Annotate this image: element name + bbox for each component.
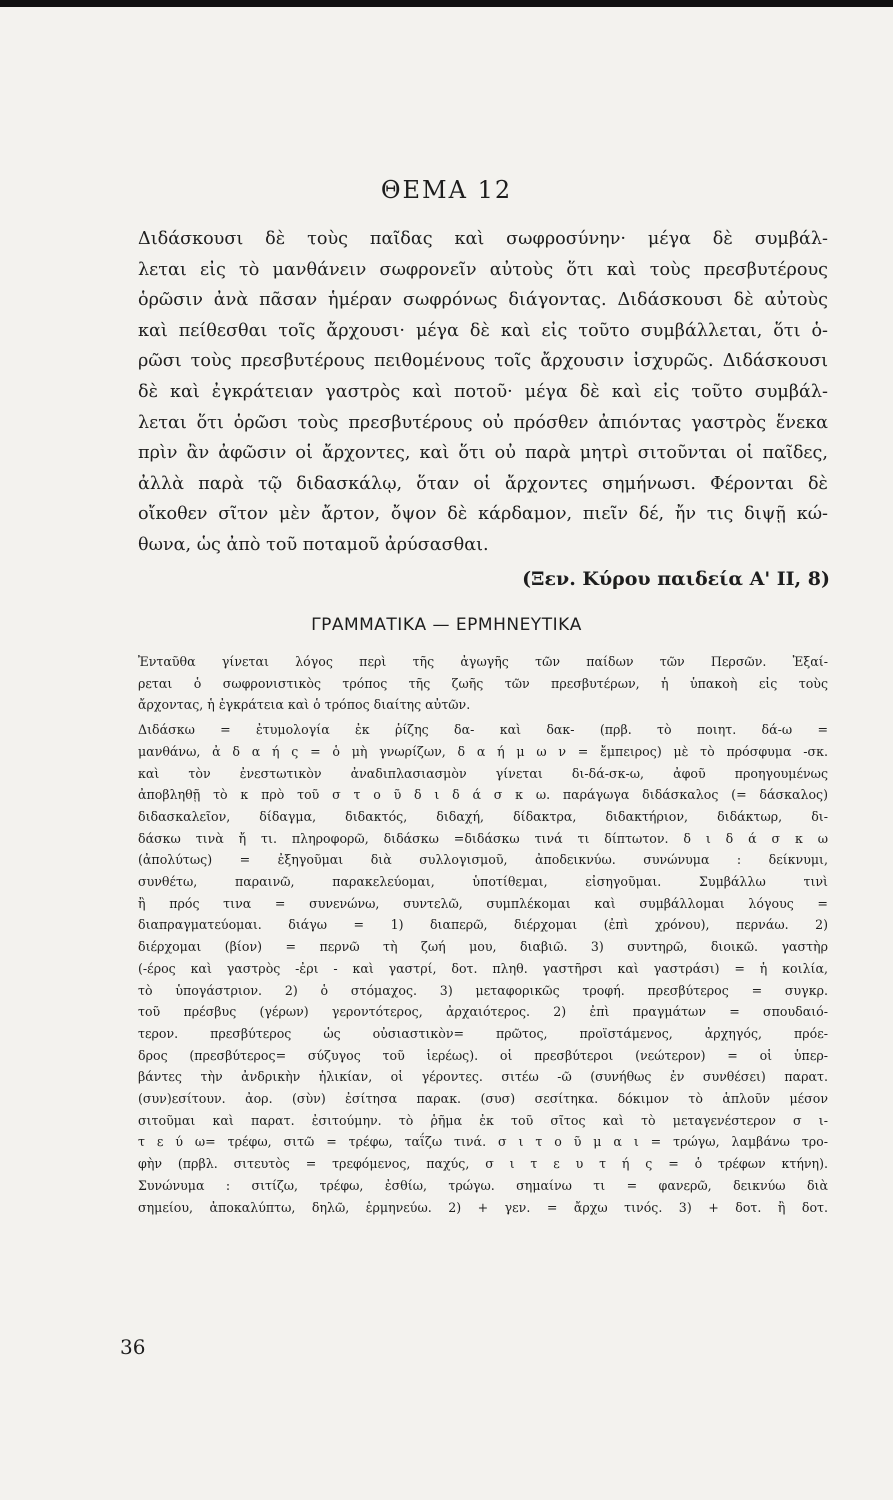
passage-line: ρῶσι τοὺς πρεσβυτέρους πειθομένους τοῖς ἄρχουσιν ἰσχυρῶς. Διδάσκουσι bbox=[138, 351, 828, 372]
notes-line: σημείου, ἀποκαλύπτω, δηλῶ, ἑρμηνεύω. 2) + γεν. = ἄρχω τινός. 3) + δοτ. ἢ δοτ. bbox=[138, 1199, 828, 1215]
notes-line: συνθέτω, παραινῶ, παρακελεύομαι, ὑποτίθεμαι, εἰσηγοῦμαι. Συμβάλλω τινὶ bbox=[138, 874, 828, 890]
notes-line: (-έρος καὶ γαστρὸς -ἐρι - καὶ γαστρί, δοτ. πληθ. γαστῆρσι καὶ γαστράσι) = ἡ κοιλία, bbox=[138, 960, 828, 976]
passage-line: δὲ καὶ ἐγκράτειαν γαστρὸς καὶ ποτοῦ· μέγα δὲ καὶ εἰς τοῦτο συμβάλ- bbox=[138, 381, 828, 402]
notes-line: τ ε ύ ω= τρέφω, σιτῶ = τρέφω, ταΐζω τινά. σ ι τ ο ῦ μ α ι = τρώγω, λαμβάνω τρο- bbox=[138, 1134, 828, 1150]
notes-line: Διδάσκω = ἐτυμολογία ἐκ ῥίζης δα- καὶ δακ- (πρβ. τὸ ποιητ. δά-ω = bbox=[138, 722, 828, 738]
notes-line: σιτοῦμαι καὶ παρατ. ἐσιτούμην. τὸ ῥῆμα ἐκ τοῦ σῖτος καὶ τὸ μεταγενέστερον σ ι- bbox=[138, 1112, 828, 1128]
passage-line: λεται εἰς τὸ μανθάνειν σωφρονεῖν αὐτοὺς ὅτι καὶ τοὺς πρεσβυτέρους bbox=[138, 259, 828, 280]
notes-line: ἢ πρός τινα = συνενώνω, συντελῶ, συμπλέκομαι καὶ συμβάλλομαι λόγους = bbox=[138, 895, 828, 911]
notes-line: διέρχομαι (βίον) = περνῶ τὴ ζωή μου, διαβιῶ. 3) συντηρῶ, διοικῶ. γαστὴρ bbox=[138, 939, 828, 955]
source-citation: (Ξεν. Κύρου παιδεία Α' ΙΙ, 8) bbox=[522, 568, 830, 590]
passage-line: οἴκοθεν σῖτον μὲν ἄρτον, ὄψον δὲ κάρδαμον, πιεῖν δέ, ἤν τις διψῇ κώ- bbox=[138, 504, 828, 525]
passage-line: πρὶν ἂν ἀφῶσιν οἱ ἄρχοντες, καὶ ὅτι οὐ παρὰ μητρὶ σιτοῦνται οἱ παῖδες, bbox=[138, 443, 828, 464]
notes-line: τερον. πρεσβύτερος ὡς οὐσιαστικὸν= πρῶτος, προϊστάμενος, ἀρχηγός, πρόε- bbox=[138, 1025, 828, 1041]
grammar-notes bbox=[138, 651, 828, 1218]
notes-line: Ἐνταῦθα γίνεται λόγος περὶ τῆς ἀγωγῆς τῶν παίδων τῶν Περσῶν. Ἐξαί- bbox=[138, 654, 828, 669]
notes-line: φὴν (πρβλ. σιτευτὸς = τρεφόμενος, παχύς, σ ι τ ε υ τ ή ς = ὁ τρέφων κτήνη). bbox=[138, 1156, 828, 1172]
notes-line: (συν)εσίτουν. ἀορ. (σὺν) ἐσίτησα παρακ. (συσ) σεσίτηκα. δόκιμον τὸ ἁπλοῦν μέσον bbox=[138, 1091, 828, 1107]
theme-title: ΘΕΜΑ 12 bbox=[380, 176, 513, 204]
notes-line: ἀποβληθῇ τὸ κ πρὸ τοῦ σ τ ο ῦ δ ι δ ά σ κ ω. παράγωγα διδάσκαλος (= δάσκαλος) bbox=[138, 787, 828, 803]
notes-line: δρος (πρεσβύτερος= σύζυγος τοῦ ἱερέως). οἱ πρεσβύτεροι (νεώτερον) = οἱ ὑπερ- bbox=[138, 1047, 828, 1063]
passage-line: ἀλλὰ παρὰ τῷ διδασκάλῳ, ὅταν οἱ ἄρχοντες σημήνωσι. Φέρονται δὲ bbox=[138, 473, 828, 494]
notes-line: τοῦ πρέσβυς (γέρων) γεροντότερος, ἀρχαιότερος. 2) ἐπὶ πραγμάτων = σπουδαιό- bbox=[138, 1004, 828, 1020]
notes-line: Συνώνυμα : σιτίζω, τρέφω, ἐσθίω, τρώγω. σημαίνω τι = φανερῶ, δεικνύω διὰ bbox=[138, 1177, 828, 1193]
notes-line: (ἀπολύτως) = ἐξηγοῦμαι διὰ συλλογισμοῦ, ἀποδεικνύω. συνώνυμα : δείκνυμι, bbox=[138, 852, 828, 868]
notes-line: βάντες τὴν ἀνδρικὴν ἡλικίαν, οἱ γέροντες. σιτέω -ῶ (συνήθως ἐν συνθέσει) παρατ. bbox=[138, 1069, 828, 1085]
scan-top-edge bbox=[0, 0, 893, 7]
passage-line: λεται ὅτι ὁρῶσι τοὺς πρεσβυτέρους οὐ πρόσθεν ἀπιόντας γαστρὸς ἕνεκα bbox=[138, 412, 828, 433]
section-title: ΓΡΑΜΜΑΤΙΚΑ — ΕΡΜΗΝΕΥΤΙΚΑ bbox=[311, 615, 582, 635]
passage-line: ὁρῶσιν ἀνὰ πᾶσαν ἡμέραν σωφρόνως διάγοντας. Διδάσκουσι δὲ αὐτοὺς bbox=[138, 290, 828, 311]
passage-line: Διδάσκουσι δὲ τοὺς παῖδας καὶ σωφροσύνην· μέγα δὲ συμβάλ- bbox=[138, 229, 828, 249]
notes-line: ρεται ὁ σωφρονιστικὸς τρόπος τῆς ζωῆς τῶν πρεσβυτέρων, ἡ ὑπακοὴ εἰς τοὺς bbox=[138, 675, 828, 691]
notes-line: τὸ ὑπογάστριον. 2) ὁ στόμαχος. 3) μεταφορικῶς τροφή. πρεσβύτερος = συγκρ. bbox=[138, 982, 828, 998]
notes-line: καὶ τὸν ἐνεστωτικὸν ἀναδιπλασιασμὸν γίνεται δι-δά-σκ-ω, ἀφοῦ προηγουμένως bbox=[138, 765, 828, 781]
notes-line: διαπραγματεύομαι. διάγω = 1) διαπερῶ, διέρχομαι (ἐπὶ χρόνου), περνάω. 2) bbox=[138, 917, 828, 933]
greek-passage bbox=[138, 224, 828, 561]
notes-line: μανθάνω, ἀ δ α ή ς = ὁ μὴ γνωρίζων, δ α ή μ ω ν = ἔμπειρος) μὲ τὸ πρόσφυμα -σκ. bbox=[138, 743, 828, 759]
notes-line: διδασκαλεῖον, δίδαγμα, διδακτός, διδαχή, δίδακτρα, διδακτήριον, διδάκτωρ, δι- bbox=[138, 808, 828, 824]
notes-line: ἄρχοντας, ἡ ἐγκράτεια καὶ ὁ τρόπος διαίτης αὐτῶν. bbox=[138, 697, 471, 713]
passage-line: θωνα, ὡς ἀπὸ τοῦ ποταμοῦ ἀρύσασθαι. bbox=[138, 534, 489, 555]
notes-line: δάσκω τινὰ ἤ τι. πληροφορῶ, διδάσκω =διδάσκω τινά τι δίπτωτον. δ ι δ ά σ κ ω bbox=[138, 830, 828, 846]
passage-line: καὶ πείθεσθαι τοῖς ἄρχουσι· μέγα δὲ καὶ εἰς τοῦτο συμβάλλεται, ὅτι ὁ- bbox=[138, 320, 828, 341]
page-number: 36 bbox=[120, 1335, 146, 1359]
